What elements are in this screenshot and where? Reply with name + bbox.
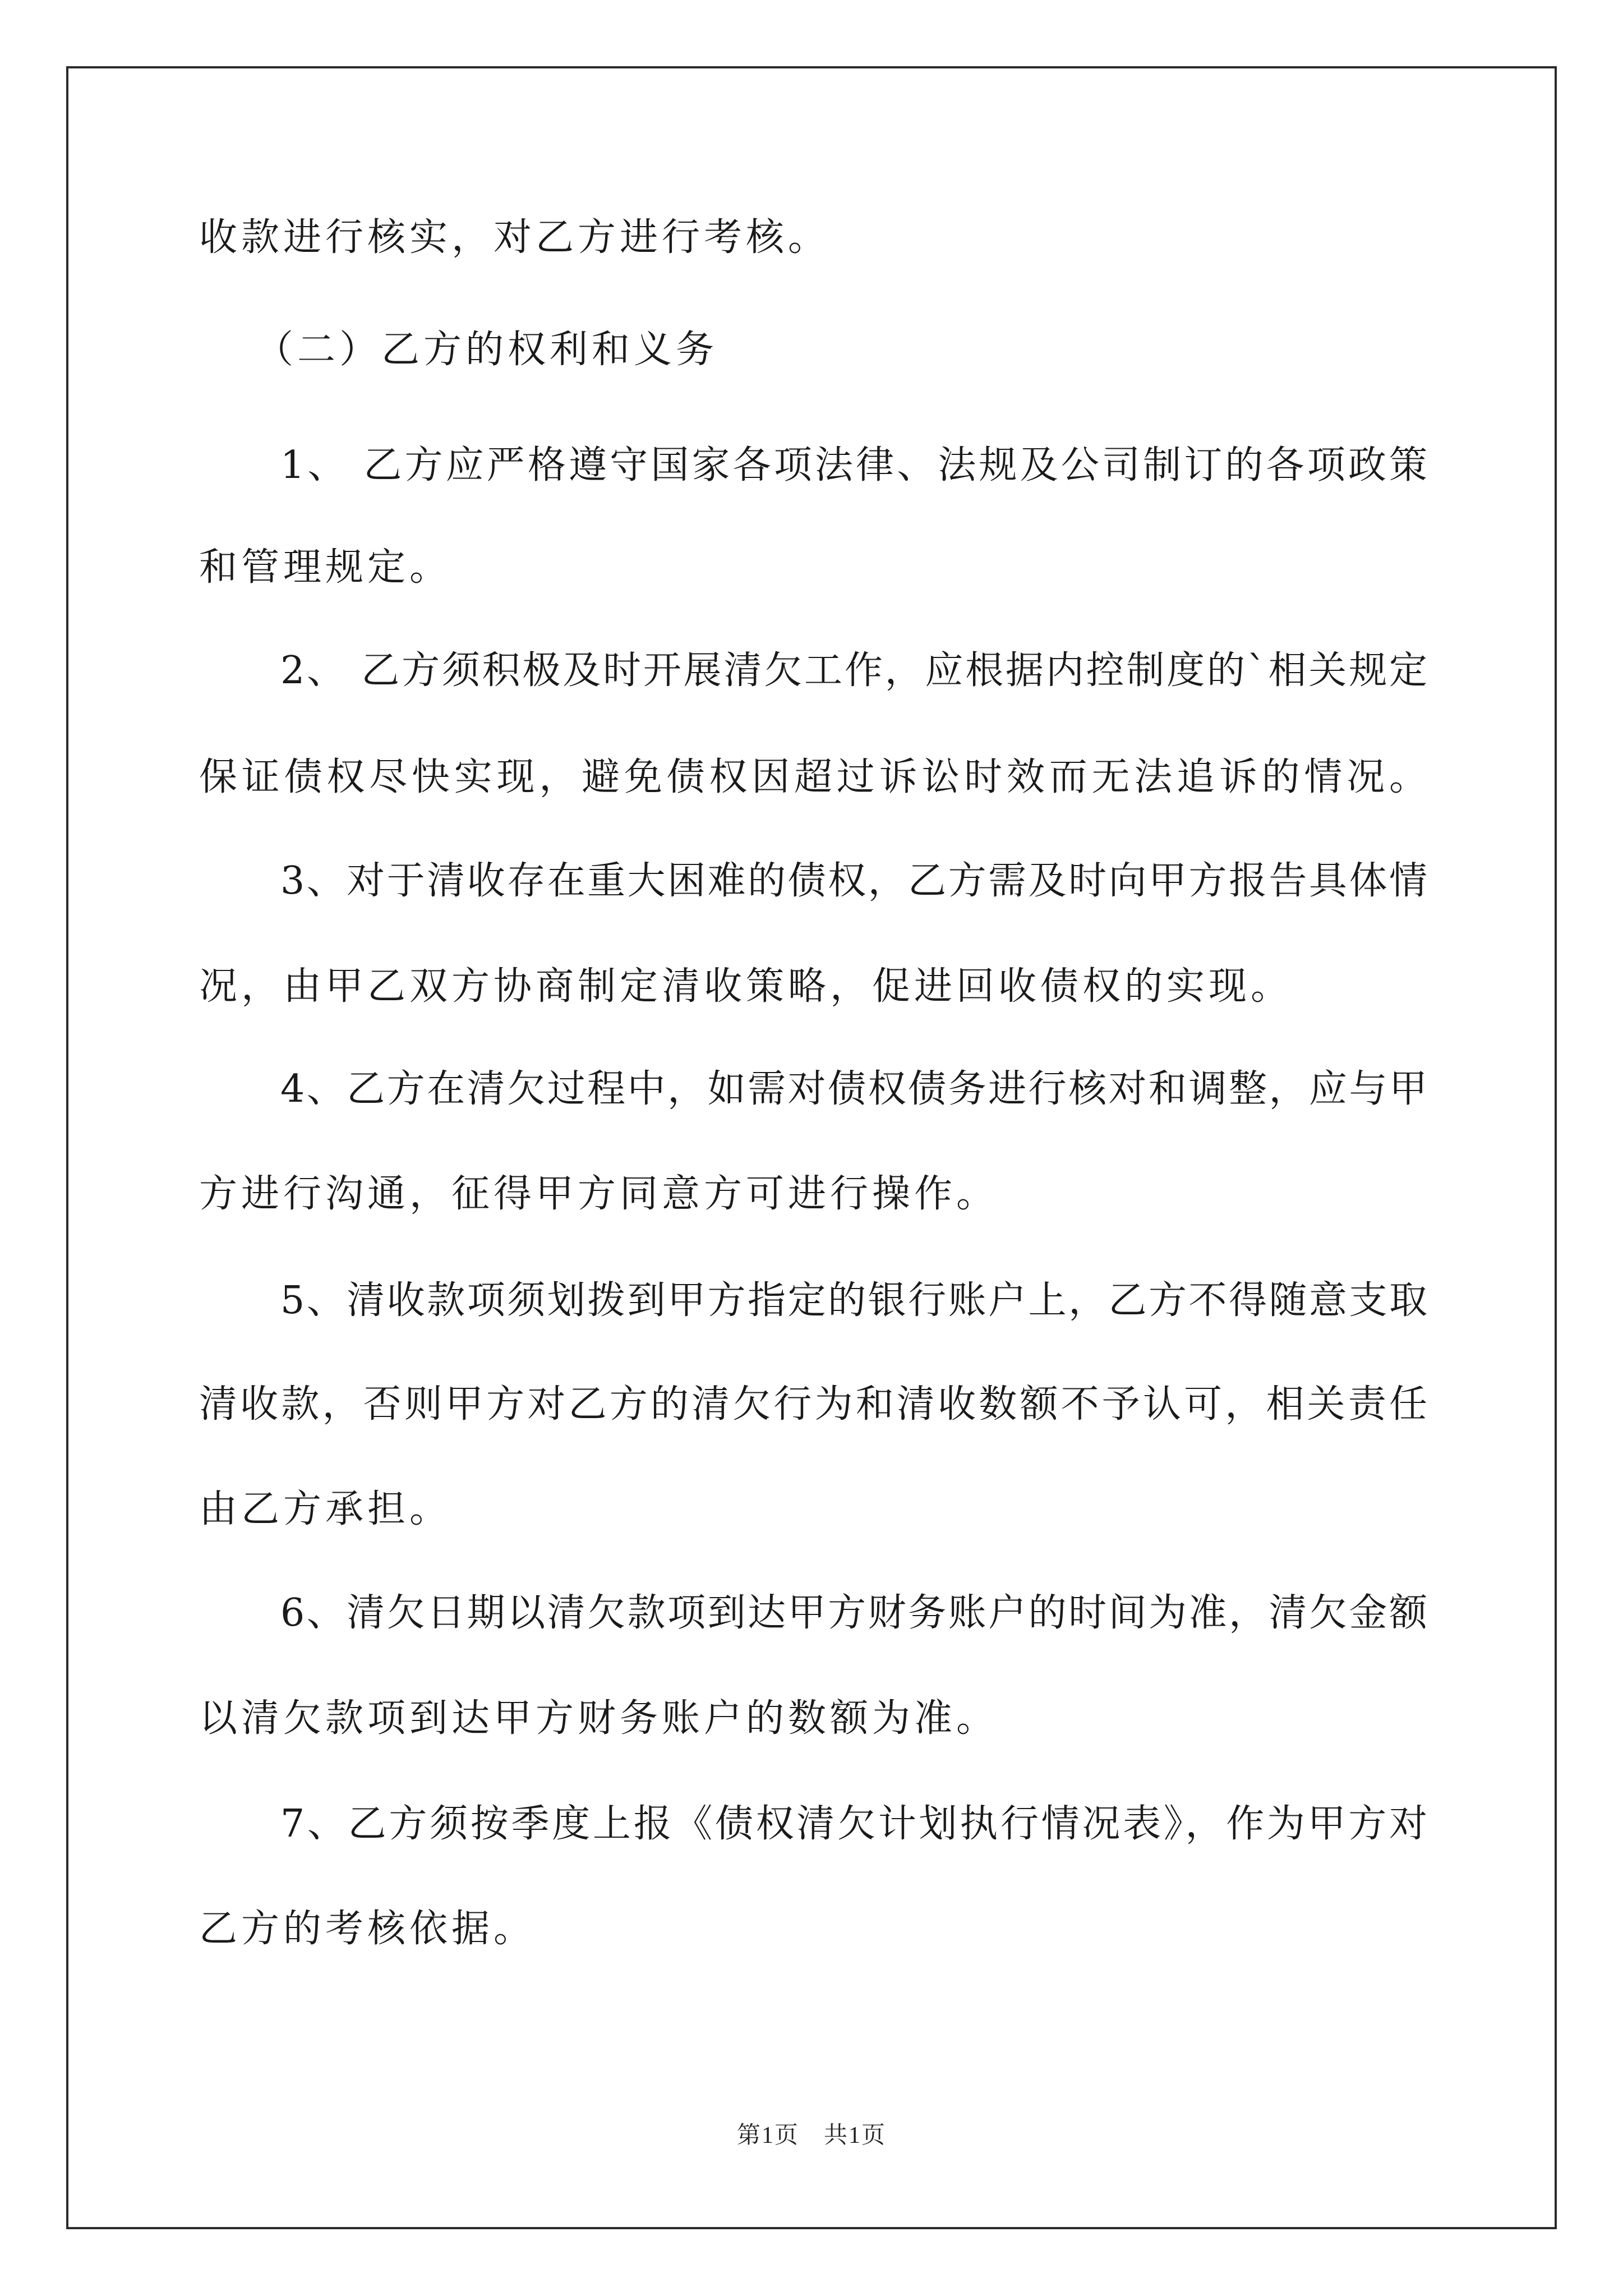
paragraph-line: 6、清欠日期以清欠款项到达甲方财务账户的时间为准，清欠金额	[280, 1591, 1427, 1635]
paragraph-line: 5、清收款项须划拨到甲方指定的银行账户上，乙方不得随意支取	[280, 1278, 1427, 1323]
page-border	[66, 66, 1557, 2229]
paragraph-line: 清收款，否则甲方对乙方的清欠行为和清收数额不予认可，相关责任	[199, 1382, 1427, 1427]
paragraph-line: 由乙方承担。	[199, 1487, 452, 1531]
paragraph-line: 况，由甲乙双方协商制定清收策略，促进回收债权的实现。	[199, 964, 1293, 1009]
paragraph-line: 保证债权尽快实现，避免债权因超过诉讼时效而无法追诉的情况。	[199, 755, 1427, 799]
paragraph-line: 以清欠款项到达甲方财务账户的数额为准。	[199, 1696, 999, 1741]
paragraph-line: 2、 乙方须积极及时开展清欠工作，应根据内控制度的`相关规定	[280, 648, 1427, 693]
paragraph-line: 和管理规定。	[199, 545, 452, 590]
paragraph-line: 7、乙方须按季度上报《债权清欠计划执行情况表》，作为甲方对	[280, 1802, 1427, 1846]
paragraph-line: 4、乙方在清欠过程中，如需对债权债务进行核对和调整，应与甲	[280, 1067, 1427, 1111]
page-footer: 第1页 共1页	[736, 2123, 886, 2148]
paragraph-line: 3、对于清收存在重大困难的债权，乙方需及时向甲方报告具体情	[280, 859, 1427, 903]
paragraph-line: 1、 乙方应严格遵守国家各项法律、法规及公司制订的各项政策	[280, 443, 1427, 487]
paragraph-line: 收款进行核实，对乙方进行考核。	[199, 215, 831, 260]
paragraph-line: 乙方的考核依据。	[199, 1907, 536, 1951]
section-heading: （二）乙方的权利和义务	[255, 328, 718, 372]
paragraph-line: 方进行沟通，征得甲方同意方可进行操作。	[199, 1172, 999, 1216]
